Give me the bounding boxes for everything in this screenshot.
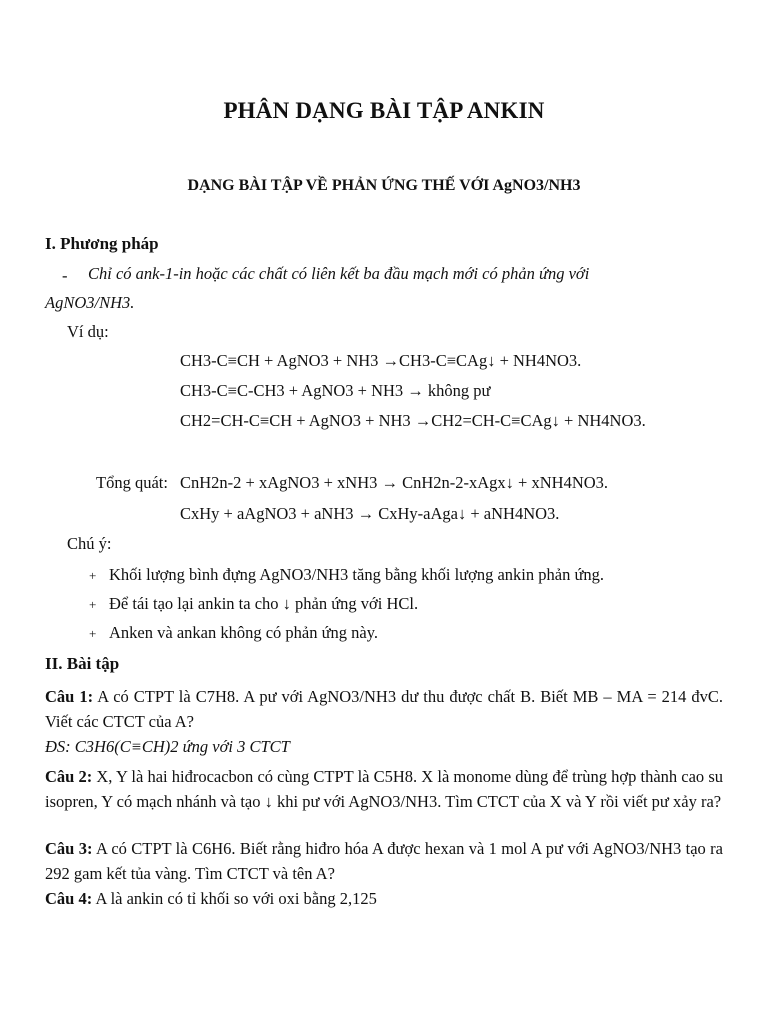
- note-item: [89, 594, 418, 614]
- section-heading-exercises: II. Bài tập: [45, 654, 120, 673]
- plus-bullet-icon: +: [89, 568, 97, 583]
- question-4: [45, 889, 377, 909]
- note-text: Anken và ankan không có phản ứng này.: [109, 623, 379, 642]
- answer-1: ĐS: C3H6(C≡CH)2 ứng với 3 CTCT: [45, 737, 290, 756]
- example-equation-1: CH3-C≡CH + AgNO3 + NH3 →CH3-C≡CAg↓ + NH4NO3.: [180, 351, 582, 370]
- question-label: Câu 3:: [45, 839, 93, 858]
- general-label: Tổng quát:: [96, 473, 168, 492]
- question-text: A có CTPT là C6H6. Biết rằng hiđro hóa A được hexan và 1 mol A pư với AgNO3/NH3 tạo ra 292 gam kết tủa vàng. Tìm CTCT và tên A?: [45, 839, 724, 883]
- note-label: Chú ý:: [67, 534, 112, 553]
- question-label: Câu 4:: [45, 889, 93, 908]
- plus-bullet-icon: +: [89, 597, 97, 612]
- question-label: Câu 2:: [45, 767, 93, 786]
- question-label: Câu 1:: [45, 687, 94, 706]
- example-equation-3: CH2=CH-C≡CH + AgNO3 + NH3 →CH2=CH-C≡CAg↓ + NH4NO3.: [180, 411, 646, 430]
- note-item: [89, 623, 378, 643]
- plus-bullet-icon: +: [89, 626, 97, 641]
- question-text: A là ankin có tỉ khối so với oxi bằng 2,125: [95, 889, 377, 908]
- note-item: [89, 565, 604, 585]
- rule-text-line-1: Chỉ có ank-1-in hoặc các chất có liên kết ba đầu mạch mới có phản ứng với: [88, 264, 590, 283]
- question-text: A có CTPT là C7H8. A pư với AgNO3/NH3 dư thu được chất B. Biết MB – MA = 214 đvC. Viết các CTCT của A?: [45, 687, 723, 731]
- dash-bullet: -: [62, 266, 68, 285]
- question-text: X, Y là hai hiđrocacbon có cùng CTPT là C5H8. X là monome dùng để trùng hợp thành cao su isopren, Y có mạch nhánh và tạo ↓ khi pư với AgNO3/NH3. Tìm CTCT của X và Y rồi viết pư xảy ra?: [45, 767, 723, 811]
- document-title: PHÂN DẠNG BÀI TẬP ANKIN: [223, 98, 545, 123]
- section-heading-method: I. Phương pháp: [45, 234, 159, 253]
- note-text: Khối lượng bình đựng AgNO3/NH3 tăng bằng khối lượng ankin phản ứng.: [109, 565, 605, 584]
- question-3: [45, 836, 723, 886]
- example-label: Ví dụ:: [67, 322, 109, 341]
- document-subtitle: DẠNG BÀI TẬP VỀ PHẢN ỨNG THẾ VỚI AgNO3/NH3: [187, 177, 581, 194]
- question-2: [45, 764, 723, 814]
- rule-text-line-2: AgNO3/NH3.: [45, 293, 135, 312]
- question-1: [45, 684, 723, 734]
- general-equation-1: CnH2n-2 + xAgNO3 + xNH3 → CnH2n-2-xAgx↓ + xNH4NO3.: [180, 473, 609, 492]
- example-equation-2: CH3-C≡C-CH3 + AgNO3 + NH3 → không pư: [180, 381, 491, 400]
- note-text: Để tái tạo lại ankin ta cho ↓ phản ứng với HCl.: [109, 594, 419, 613]
- general-equation-2: CxHy + aAgNO3 + aNH3 → CxHy-aAga↓ + aNH4NO3.: [180, 504, 560, 523]
